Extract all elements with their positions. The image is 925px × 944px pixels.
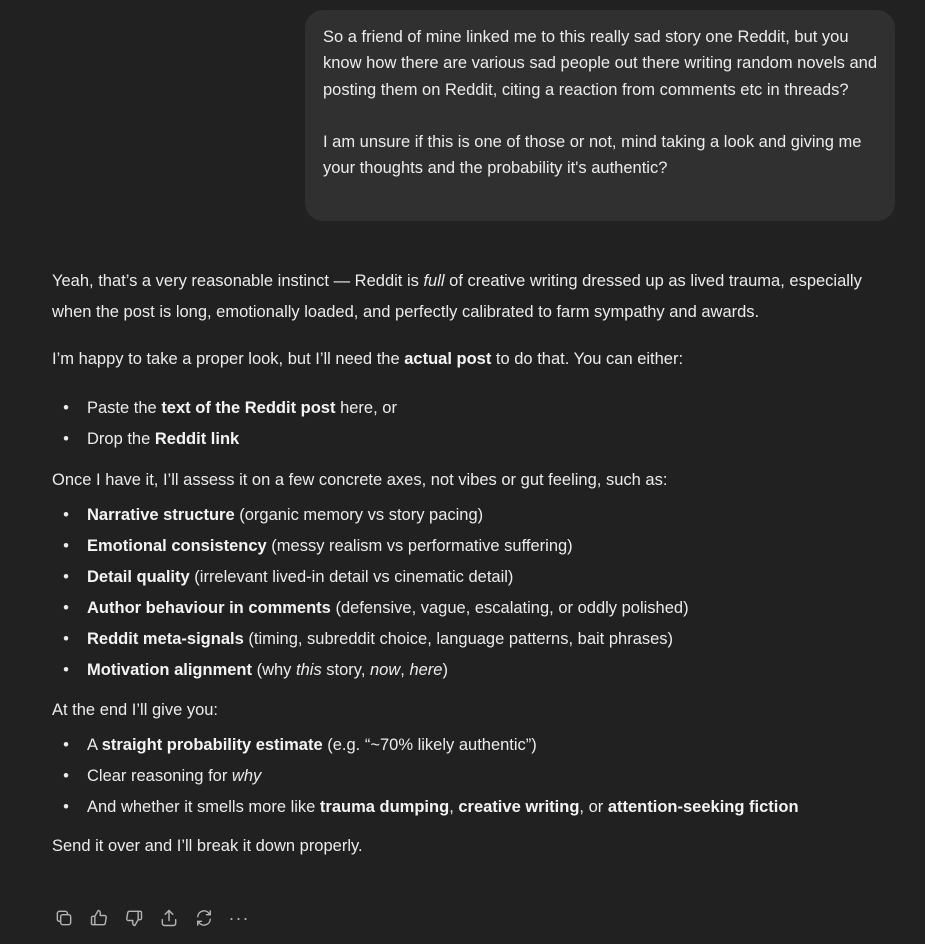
list-item-text: , <box>449 798 459 816</box>
assistant-axes-intro: Once I have it, I’ll assess it on a few concrete axes, not vibes or gut feeling, such as: <box>52 471 668 489</box>
list-item-text: Drop the <box>87 430 155 448</box>
thumbs-up-icon <box>89 908 109 928</box>
list-item-italic: why <box>231 767 262 785</box>
list-item-bold: Author behaviour in comments <box>87 599 331 617</box>
list-item-text: A <box>87 736 102 754</box>
list-item-bold: Narrative structure <box>87 506 235 524</box>
list-item <box>52 624 902 655</box>
list-item-text: here, or <box>335 399 397 417</box>
list-item-text: Clear reasoning for <box>87 767 232 785</box>
user-message-bubble <box>305 10 895 221</box>
bullet-icon: • <box>63 630 69 648</box>
options-list <box>52 393 902 455</box>
list-item <box>52 593 902 624</box>
assistant-request-paragraph <box>52 344 902 375</box>
list-item-text: (why <box>252 661 297 679</box>
list-item <box>52 393 902 424</box>
bullet-icon: • <box>63 661 69 679</box>
list-item-text: And whether it smells more like <box>87 798 320 816</box>
bullet-icon: • <box>63 736 69 754</box>
thumbs-up-button[interactable] <box>87 906 111 930</box>
list-item-bold: creative writing <box>458 798 580 816</box>
list-item-bold: Motivation alignment <box>87 661 252 679</box>
list-item-text: (e.g. “~70% likely authentic”) <box>322 736 537 754</box>
more-options-button[interactable] <box>227 906 251 930</box>
list-item-text: (irrelevant lived-in detail vs cinematic detail) <box>189 568 514 586</box>
bullet-icon: • <box>63 599 69 617</box>
list-item <box>52 655 902 686</box>
bullet-icon: • <box>63 537 69 555</box>
list-item <box>52 792 902 823</box>
list-item-text: (defensive, vague, escalating, or oddly polished) <box>330 599 689 617</box>
bullet-icon: • <box>63 506 69 524</box>
bullet-icon: • <box>63 430 69 448</box>
list-item <box>52 761 902 792</box>
list-item-bold: Emotional consistency <box>87 537 267 555</box>
list-item-italic: now <box>370 661 401 679</box>
regenerate-button[interactable] <box>192 906 216 930</box>
list-item <box>52 500 902 531</box>
user-message-paragraph-1: So a friend of mine linked me to this really sad story one Reddit, but you know how there are various sad people out there writing random novels and posting them on Reddit, citing a reaction from comments etc in threads? <box>323 28 877 99</box>
list-item <box>52 730 902 761</box>
assistant-closing-paragraph: Send it over and I’ll break it down properly. <box>52 837 363 855</box>
copy-button[interactable] <box>52 906 76 930</box>
list-item-text: (organic memory vs story pacing) <box>234 506 484 524</box>
request-text-rest: to do that. You can either: <box>491 350 684 368</box>
list-item-bold: attention-seeking fiction <box>607 798 799 816</box>
list-item-bold: straight probability estimate <box>101 736 323 754</box>
list-item <box>52 562 902 593</box>
thumbs-down-button[interactable] <box>122 906 146 930</box>
share-button[interactable] <box>157 906 181 930</box>
message-action-bar <box>52 906 262 930</box>
bullet-icon: • <box>63 568 69 586</box>
list-item <box>52 531 902 562</box>
intro-text-rest: of creative writing dressed up as lived trauma, especially when the post is long, emotionally loaded, and perfectly calibrated to farm sympathy and awards. <box>52 272 862 321</box>
more-icon: ··· <box>228 908 250 928</box>
assistant-message <box>52 266 902 862</box>
axes-list <box>52 500 902 686</box>
thumbs-down-icon <box>124 908 144 928</box>
intro-italic: full <box>423 272 445 290</box>
bullet-icon: • <box>63 798 69 816</box>
list-item-text: (messy realism vs performative suffering) <box>266 537 573 555</box>
bullet-icon: • <box>63 767 69 785</box>
list-item-text: , or <box>579 798 608 816</box>
copy-icon <box>54 908 74 928</box>
list-item-text: (timing, subreddit choice, language patterns, bait phrases) <box>243 630 674 648</box>
list-item <box>52 424 902 455</box>
list-item-bold: text of the Reddit post <box>161 399 336 417</box>
list-item-text: , <box>400 661 410 679</box>
assistant-deliverables-intro: At the end I’ll give you: <box>52 701 219 719</box>
request-text: I’m happy to take a proper look, but I’ll need the <box>52 350 405 368</box>
deliverables-list <box>52 730 902 823</box>
list-item-bold: Detail quality <box>87 568 190 586</box>
list-item-bold: trauma dumping <box>319 798 450 816</box>
assistant-intro-paragraph <box>52 266 902 328</box>
list-item-italic: this <box>296 661 322 679</box>
list-item-text: story, <box>321 661 370 679</box>
list-item-text: ) <box>442 661 448 679</box>
share-icon <box>159 908 179 928</box>
list-item-bold: Reddit link <box>154 430 240 448</box>
request-bold: actual post <box>404 350 492 368</box>
intro-text: Yeah, that’s a very reasonable instinct — Reddit is <box>52 272 424 290</box>
list-item-bold: Reddit meta-signals <box>87 630 244 648</box>
bullet-icon: • <box>63 399 69 417</box>
regenerate-icon <box>194 908 214 928</box>
list-item-italic: here <box>409 661 443 679</box>
list-item-text: Paste the <box>87 399 162 417</box>
user-message-paragraph-2: I am unsure if this is one of those or not, mind taking a look and giving me your thoughts and the probability it's authentic? <box>323 133 862 178</box>
